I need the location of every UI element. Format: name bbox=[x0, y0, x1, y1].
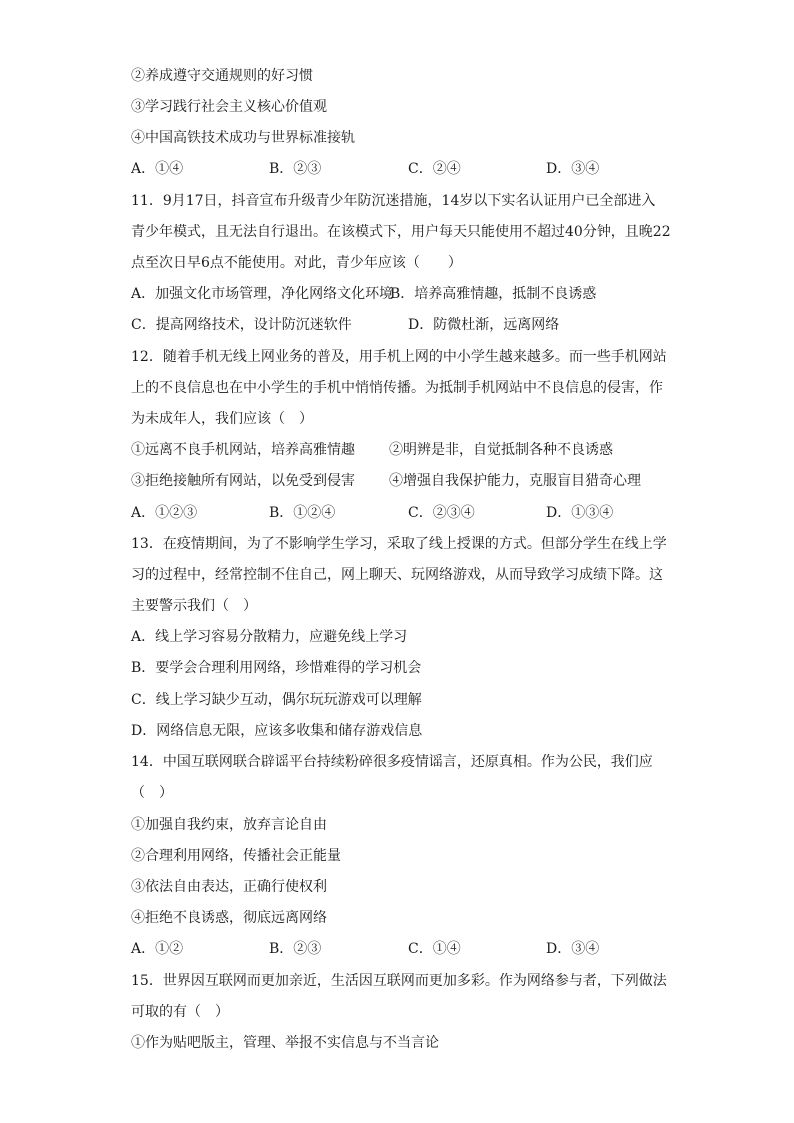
q10-statement-2: ②养成遵守交通规则的好习惯 bbox=[131, 68, 313, 84]
q12-statement-1: ①远离不良手机网站，培养高雅情趣 bbox=[131, 442, 355, 458]
q13-option-c[interactable]: C．线上学习缺少互动，偶尔玩玩游戏可以理解 bbox=[131, 692, 422, 708]
q10-option-a[interactable]: A．①④ bbox=[131, 161, 184, 177]
q12-option-b[interactable]: B．①②④ bbox=[269, 505, 336, 521]
q11-option-c[interactable]: C．提高网络技术，设计防沉迷软件 bbox=[131, 317, 352, 333]
q12-statement-2: ②明辨是非，自觉抵制各种不良诱惑 bbox=[389, 442, 613, 458]
q14-stem-line-2: （ ） bbox=[131, 785, 173, 801]
q10-statement-3: ③学习践行社会主义核心价值观 bbox=[131, 99, 327, 115]
q15-statement-1: ①作为贴吧版主，管理、举报不实信息与不当言论 bbox=[131, 1035, 439, 1051]
q14-option-b[interactable]: B．②③ bbox=[269, 941, 322, 957]
q12-statement-3: ③拒绝接触所有网站，以免受到侵害 bbox=[131, 473, 355, 489]
q14-option-c[interactable]: C．①④ bbox=[408, 941, 461, 957]
q11-option-b[interactable]: B．培养高雅情趣，抵制不良诱惑 bbox=[390, 286, 597, 302]
q13-option-a[interactable]: A．线上学习容易分散精力，应避免线上学习 bbox=[131, 629, 408, 645]
q11-option-d[interactable]: D．防微杜渐，远离网络 bbox=[408, 317, 560, 333]
q11-stem-line-2: 青少年模式，且无法自行退出。在该模式下，用户每天只能使用不超过40分钟，且晚22 bbox=[131, 224, 671, 240]
q12-option-c[interactable]: C．②③④ bbox=[408, 505, 475, 521]
q11-stem-line-1: 11．9月17日，抖音宣布升级青少年防沉迷措施，14岁以下实名认证用户已全部进入 bbox=[131, 193, 656, 209]
q12-option-a[interactable]: A．①②③ bbox=[131, 505, 198, 521]
q11-stem-line-3: 点至次日早6点不能使用。对此，青少年应该（ ） bbox=[131, 255, 462, 271]
q12-stem-line-1: 12．随着手机无线上网业务的普及，用手机上网的中小学生越来越多。而一些手机网站 bbox=[131, 349, 667, 365]
q13-option-d[interactable]: D．网络信息无限，应该多收集和储存游戏信息 bbox=[131, 723, 423, 739]
q12-stem-line-2: 上的不良信息也在中小学生的手机中悄悄传播。为抵制手机网站中不良信息的侵害，作 bbox=[131, 380, 663, 396]
q14-statement-1: ①加强自我约束，放弃言论自由 bbox=[131, 817, 327, 833]
q14-option-d[interactable]: D．③④ bbox=[546, 941, 600, 957]
q11-option-a[interactable]: A．加强文化市场管理，净化网络文化环境 bbox=[131, 286, 394, 302]
q10-statement-4: ④中国高铁技术成功与世界标准接轨 bbox=[131, 130, 355, 146]
q14-statement-3: ③依法自由表达，正确行使权利 bbox=[131, 879, 327, 895]
q14-statement-2: ②合理利用网络，传播社会正能量 bbox=[131, 848, 341, 864]
q14-stem-line-1: 14．中国互联网联合辟谣平台持续粉碎很多疫情谣言，还原真相。作为公民，我们应 bbox=[131, 754, 653, 770]
q12-stem-line-3: 为未成年人，我们应该（ ） bbox=[131, 411, 313, 427]
q10-option-c[interactable]: C．②④ bbox=[408, 161, 461, 177]
q13-stem-line-2: 习的过程中，经常控制不住自己，网上聊天、玩网络游戏，从而导致学习成绩下降。这 bbox=[131, 567, 663, 583]
q13-stem-line-1: 13．在疫情期间，为了不影响学生学习，采取了线上授课的方式。但部分学生在线上学 bbox=[131, 536, 667, 552]
q13-stem-line-3: 主要警示我们（ ） bbox=[131, 598, 257, 614]
q13-option-b[interactable]: B．要学会合理利用网络，珍惜难得的学习机会 bbox=[131, 660, 422, 676]
q14-statement-4: ④拒绝不良诱惑，彻底远离网络 bbox=[131, 910, 327, 926]
q10-option-d[interactable]: D．③④ bbox=[546, 161, 600, 177]
q15-stem-line-2: 可取的有（ ） bbox=[131, 1004, 229, 1020]
q15-stem-line-1: 15．世界因互联网而更加亲近，生活因互联网而更加多彩。作为网络参与者，下列做法 bbox=[131, 973, 667, 989]
q12-statement-4: ④增强自我保护能力，克服盲目猎奇心理 bbox=[389, 473, 641, 489]
q12-option-d[interactable]: D．①③④ bbox=[546, 505, 614, 521]
q10-option-b[interactable]: B．②③ bbox=[269, 161, 322, 177]
q14-option-a[interactable]: A．①② bbox=[131, 941, 184, 957]
